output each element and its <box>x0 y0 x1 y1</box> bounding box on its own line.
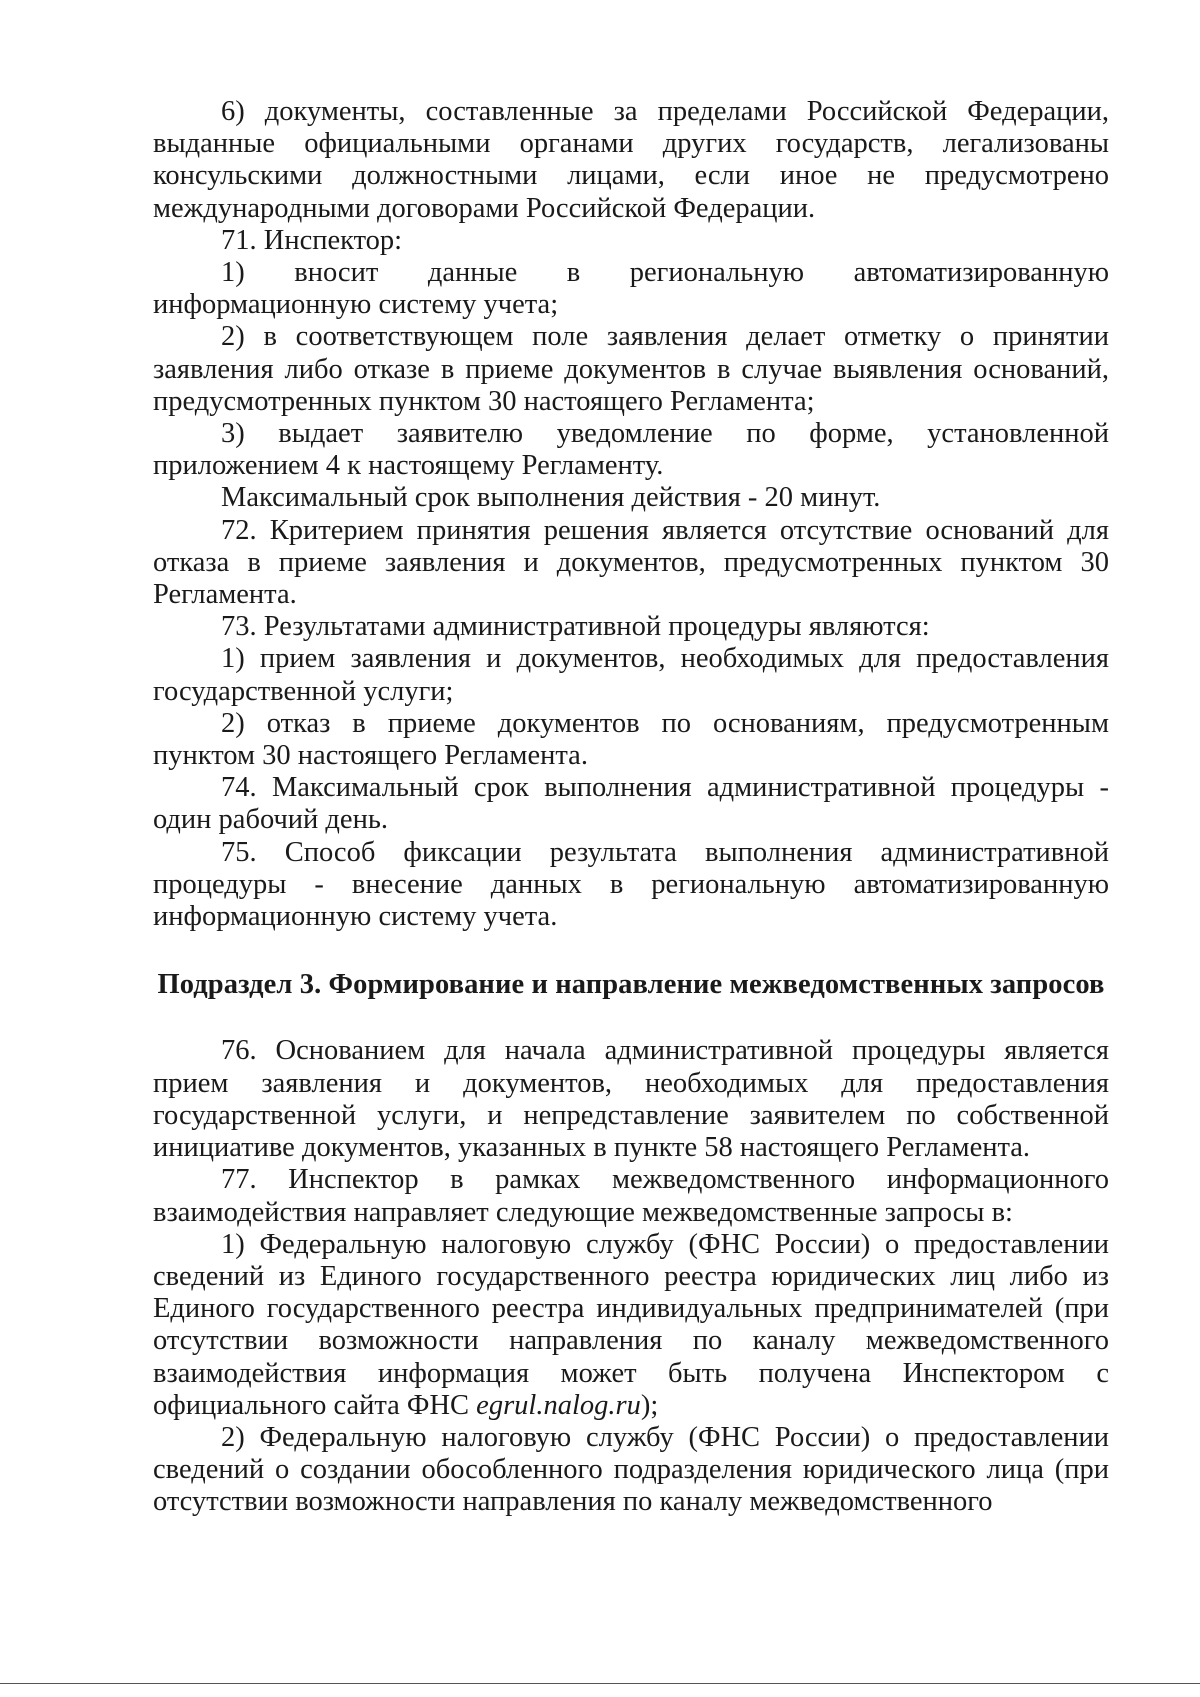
page-bottom-edge-line <box>0 1683 1200 1684</box>
section-heading: Подраздел 3. Формирование и направление межведомственных запросов <box>157 969 1105 1001</box>
item-1-end: ); <box>640 1389 659 1421</box>
paragraph-75: 75. Способ фиксации результата выполнения административной процедуры - внесение данных в региональную автоматизированную информационную систему учета. <box>153 836 1109 933</box>
paragraph-74: 74. Максимальный срок выполнения административной процедуры - один рабочий день. <box>153 772 1109 836</box>
paragraph-77-item-2: 2) Федеральную налоговую службу (ФНС России) о предоставлении сведений о создании обособленного подразделения юридического лица (при отсутствии возможности направления по каналу межведомственного <box>153 1421 1109 1518</box>
paragraph-73-item-1: 1) прием заявления и документов, необходимых для предоставления государственной услуги; <box>153 643 1109 707</box>
paragraph-71: 71. Инспектор: <box>221 224 403 256</box>
paragraph-71-item-2: 2) в соответствующем поле заявления делает отметку о принятии заявления либо отказе в приеме документов в случае выявления оснований, предусмотренных пунктом 30 настоящего Регламента; <box>153 321 1109 417</box>
paragraph-max-time: Максимальный срок выполнения действия - 20 минут. <box>221 482 881 514</box>
item-1-text: 1) Федеральную налоговую службу (ФНС России) о предоставлении сведений из Единого государственного реестра юридических лиц либо из Единого государственного реестра индивидуальных предпринимателей (при отсутствии возможности направления по каналу межведомственного взаимодействия информация может быть получена Инспектором с официального сайта ФНС <box>153 1228 1109 1421</box>
document-page <box>153 96 1109 1519</box>
fns-website-link: egrul.nalog.ru <box>476 1389 641 1421</box>
paragraph-77-item-1 <box>153 1229 1109 1422</box>
paragraph-72: 72. Критерием принятия решения является отсутствие оснований для отказа в приеме заявления и документов, предусмотренных пунктом 30 Регламента. <box>153 514 1109 611</box>
paragraph-77: 77. Инспектор в рамках межведомственного информационного взаимодействия направляет следующие межведомственные запросы в: <box>153 1164 1109 1228</box>
paragraph-73-item-2: 2) отказ в приеме документов по основаниям, предусмотренным пунктом 30 настоящего Регламента. <box>153 707 1109 772</box>
paragraph-item-6: 6) документы, составленные за пределами Российской Федерации, выданные официальными органами других государств, легализованы консульскими должностными лицами, если иное не предусмотрено международными договорами Российской Федерации. <box>153 96 1109 224</box>
paragraph-76: 76. Основанием для начала административной процедуры является прием заявления и документов, необходимых для предоставления государственной услуги, и непредставление заявителем по собственной инициативе документов, указанных в пункте 58 настоящего Регламента. <box>153 1035 1109 1164</box>
paragraph-71-item-1: 1) вносит данные в региональную автоматизированную информационную систему учета; <box>153 257 1109 321</box>
paragraph-71-item-3: 3) выдает заявителю уведомление по форме, установленной приложением 4 к настоящему Регламенту. <box>153 418 1109 482</box>
paragraph-73: 73. Результатами административной процедуры являются: <box>221 611 930 643</box>
